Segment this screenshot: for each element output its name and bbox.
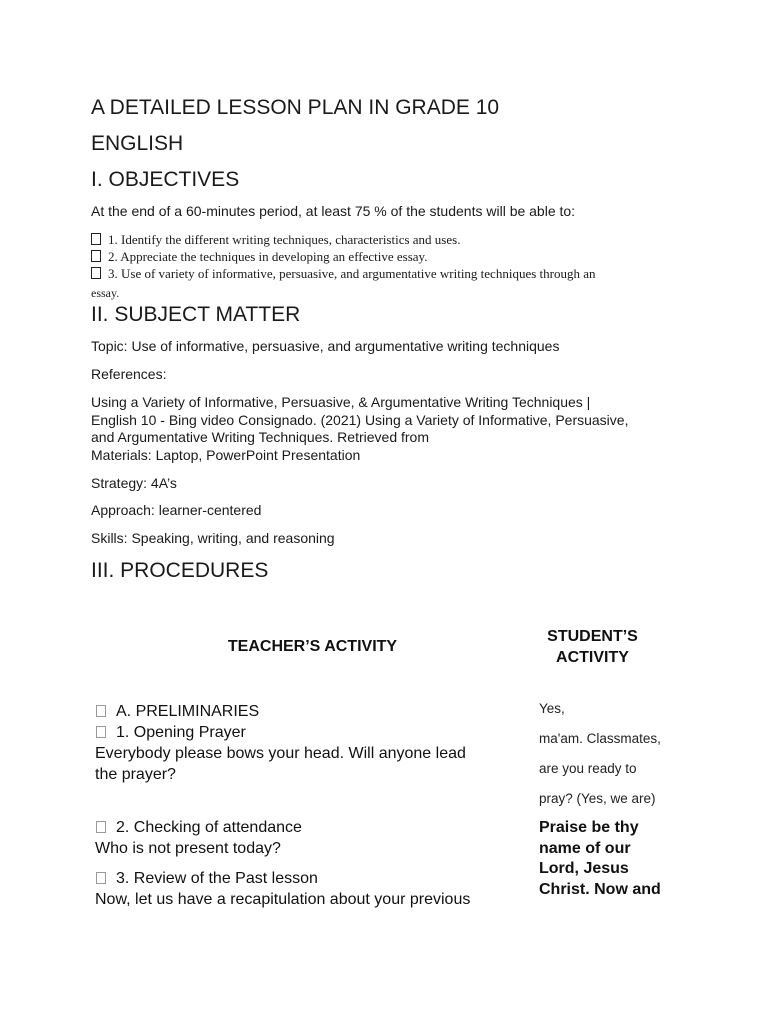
objective-item-3: 3. Use of variety of informative, persuasive, and argumentative writing techniques through an [91,266,595,282]
procedures-heading: III. PROCEDURES [91,559,269,582]
student-line-2: ma'am. Classmates, [539,731,661,746]
checking-attendance: 2. Checking of attendance [96,819,302,837]
teacher-activity-header: TEACHER’S ACTIVITY [227,638,398,655]
strategy: Strategy: 4A’s [91,475,177,491]
prayer-text-1: Everybody please bows your head. Will anyone lead [95,745,466,762]
checkbox-icon [96,726,106,738]
student-bold-line-2: name of our [539,840,631,857]
student-activity-header-line1: STUDENT’S [547,628,638,645]
student-bold-line-3: Lord, Jesus [539,860,629,877]
objective-item-1: 1. Identify the different writing techniques, characteristics and uses. [91,232,460,248]
student-activity-header-line2: ACTIVITY [556,649,629,666]
objective-item-3-cont: essay. [91,286,120,300]
checkbox-icon [91,250,101,262]
skills: Skills: Speaking, writing, and reasoning [91,530,335,546]
student-line-3: are you ready to [539,761,637,776]
references-label: References: [91,366,167,382]
objectives-heading: I. OBJECTIVES [91,168,240,191]
student-bold-line-1: Praise be thy [539,819,639,836]
checkbox-icon [96,705,106,717]
checkbox-icon [91,267,101,279]
checkbox-icon [91,233,101,245]
preliminaries: A. PRELIMINARIES [96,703,259,721]
attendance-text: Who is not present today? [95,840,281,857]
prayer-text-2: the prayer? [95,766,176,783]
opening-prayer: 1. Opening Prayer [96,724,246,742]
reference-line-3: and Argumentative Writing Techniques. Retrieved from [91,429,429,445]
checkbox-icon [96,872,106,884]
document-title-line1: A DETAILED LESSON PLAN IN GRADE 10 [91,96,500,119]
objectives-intro: At the end of a 60-minutes period, at least 75 % of the students will be able to: [91,203,576,219]
student-line-1: Yes, [539,701,565,716]
review-text: Now, let us have a recapitulation about your previous [95,891,471,908]
materials: Materials: Laptop, PowerPoint Presentation [91,447,361,463]
subject-matter-heading: II. SUBJECT MATTER [91,303,301,326]
reference-line-1: Using a Variety of Informative, Persuasive, & Argumentative Writing Techniques | [91,394,591,410]
document-title-line2: ENGLISH [91,132,184,155]
student-line-4: pray? (Yes, we are) [539,791,656,806]
checkbox-icon [96,821,106,833]
reference-line-2: English 10 - Bing video Consignado. (2021) Using a Variety of Informative, Persuasive, [91,412,629,428]
objective-item-2: 2. Appreciate the techniques in developing an effective essay. [91,249,427,265]
review-past-lesson: 3. Review of the Past lesson [96,870,318,888]
student-bold-line-4: Christ. Now and [539,881,661,898]
topic: Topic: Use of informative, persuasive, and argumentative writing techniques [91,338,560,354]
approach: Approach: learner-centered [91,502,262,518]
